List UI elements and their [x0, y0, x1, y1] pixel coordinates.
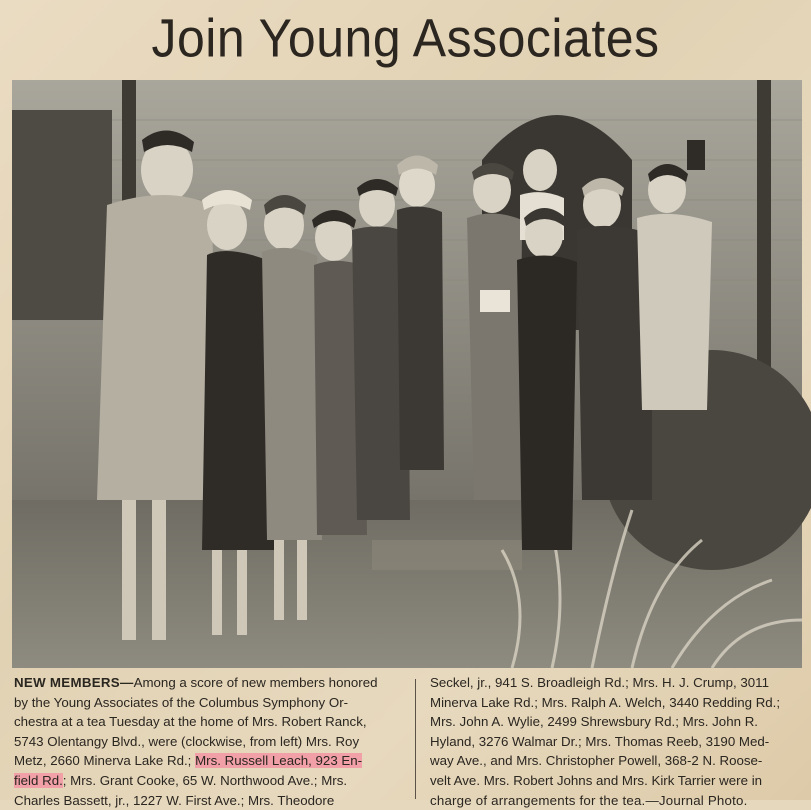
caption-column-left: [14, 673, 406, 808]
photo-credit: charge of arrangements for the tea.—Journal Photo.: [430, 792, 748, 808]
caption-line: [14, 751, 406, 771]
caption-line: Mrs. John A. Wylie, 2499 Shrewsbury Rd.; Mrs. John R.: [430, 714, 758, 730]
caption-line: Seckel, jr., 941 S. Broadleigh Rd.; Mrs. H. J. Crump, 3011: [430, 675, 769, 690]
headline: Join Young Associates: [151, 7, 660, 69]
photo-illustration: [12, 80, 802, 668]
doormat: [372, 540, 522, 570]
caption-text: Among a score of new members honored: [133, 675, 378, 690]
column-divider: [415, 679, 416, 799]
highlighted-name-continued: field Rd.: [14, 772, 63, 788]
caption-lead: NEW MEMBERS—: [14, 675, 134, 690]
photo-caption: [12, 673, 802, 808]
highlighted-name: Mrs. Russell Leach, 923 En-: [195, 753, 363, 769]
caption-line: 5743 Olentangy Blvd., were (clockwise, from left) Mrs. Roy: [14, 733, 360, 749]
caption-line: velt Ave. Mrs. Robert Johns and Mrs. Kirk Tarrier were in: [430, 772, 763, 788]
group-photo: [12, 80, 802, 668]
caption-line: way Ave., and Mrs. Christopher Powell, 368-2 N. Roose-: [430, 753, 763, 769]
caption-line: Hyland, 3276 Walmar Dr.; Mrs. Thomas Reeb, 3190 Med-: [430, 733, 770, 749]
caption-line: [14, 673, 406, 693]
caption-line: Charles Bassett, jr., 1227 W. First Ave.; Mrs. Theodore: [14, 792, 335, 808]
wall-lamp: [687, 140, 705, 170]
caption-column-right: [430, 673, 802, 808]
caption-line: Minerva Lake Rd.; Mrs. Ralph A. Welch, 3440 Redding Rd.;: [430, 694, 781, 710]
window: [12, 110, 112, 320]
caption-text: Metz, 2660 Minerva Lake Rd.;: [14, 753, 196, 769]
caption-line: [14, 771, 406, 791]
caption-text: ; Mrs. Grant Cooke, 65 W. Northwood Ave.; Mrs.: [62, 772, 348, 788]
caption-line: by the Young Associates of the Columbus Symphony Or-: [14, 694, 349, 710]
caption-line: chestra at a tea Tuesday at the home of Mrs. Robert Ranck,: [14, 714, 367, 730]
